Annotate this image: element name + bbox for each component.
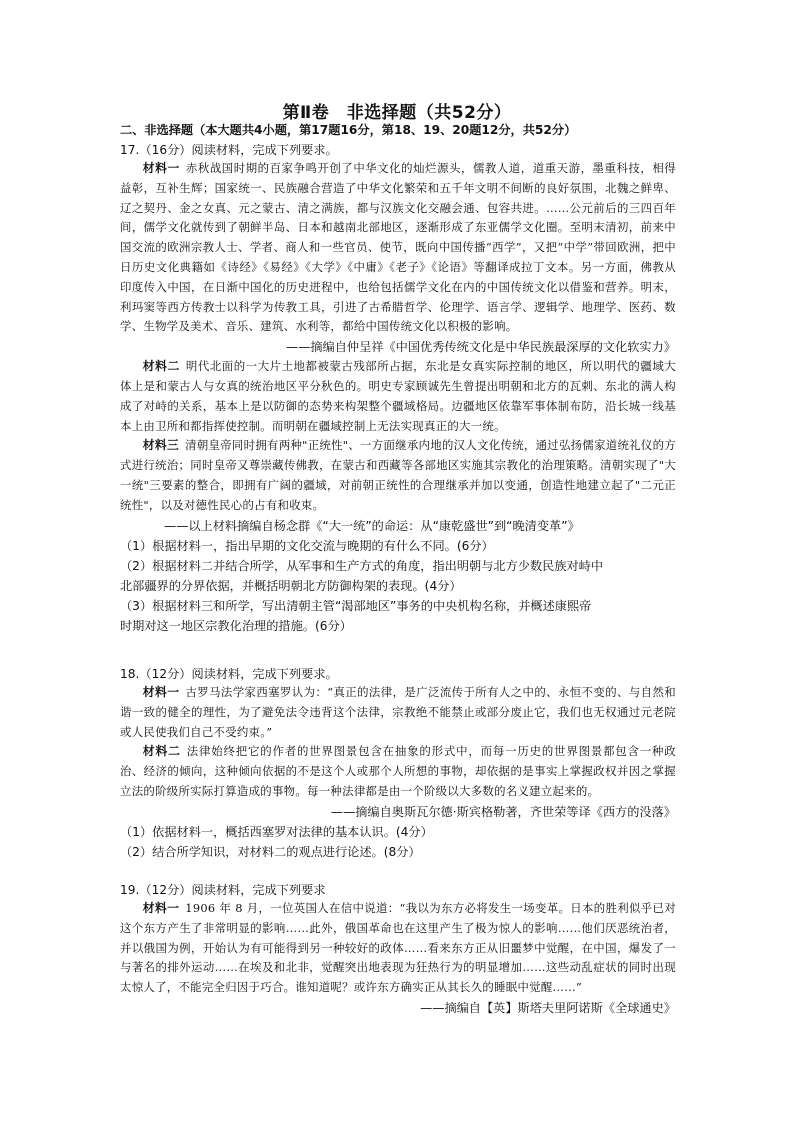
q17-ask-3-cont: 时期对这一地区宗教化治理的措施。(6分） xyxy=(120,618,352,633)
material-text: 法律始终把它的作者的世界图景包含在抽象的形式中，而每一历史的世界图景都包含一种政治、经济的倾向，这种倾向依据的不是这个人或那个人所想的事物，却依据的是事实上掌握政权并因之掌握立法的阶级所实际打算造成的事物。每一种法律都是由一个阶级以大多数的名义建立起来的。 xyxy=(120,744,676,798)
question-18-heading: 18.（12分）阅读材料，完成下列要求。 xyxy=(120,667,338,681)
material-text: 清朝皇帝同时拥有两种"正统性"、一方面继承内地的汉人文化传统，通过弘扬儒家道统礼仪的方式进行统治；同时皇帝又尊崇藏传佛教，在蒙古和西藏等各部地区实施其宗教化的治理策略。清朝实现了"大一统"三要素的整合，即拥有广阔的疆域，对前朝正统性的合理继承并加以变通，创造性地建立起了"二元正统性"，以及对德性民心的占有和收束。 xyxy=(120,438,676,512)
material-label: 材料一 xyxy=(142,901,180,915)
q17-ask-2-cont: 北部疆界的分界依据，并概括明朝北方防御构架的表现。(4分） xyxy=(120,578,462,593)
q17-source-2: ——以上材料摘编自杨念群《“大一统”的命运：从“康乾盛世”到“晚清变革”》 xyxy=(164,518,580,533)
q17-ask-1: （1）根据材料一，指出早期的文化交流与晚期的有什么不同。(6分） xyxy=(120,538,494,553)
question-19-heading: 19.（12分）阅读材料，完成下列要求 xyxy=(120,883,326,897)
question-17-heading: 17.（16分）阅读材料，完成下列要求。 xyxy=(120,143,338,157)
material-label: 材料二 xyxy=(142,359,180,374)
question-18 xyxy=(120,665,676,862)
q17-material-2 xyxy=(120,357,676,436)
material-text: 赤秋战国时期的百家争鸣开创了中华文化的灿烂源头，儒教人道，道重天游，墨重科技，相得益彰，互补生辉；国家统一、民族融合营造了中华文化繁荣和五千年文明不间断的良好氛围，北魏之鲜卑、辽之契丹、金之女真、元之蒙古、清之满族，都与汉族文化交融会通、包容共进。……公元前后的三四百年间，儒学文化就传到了朝鲜半岛、日本和越南北部地区，逐渐形成了东亚儒学文化圈。至明末清初，前来中国交流的欧洲宗教人士、学者、商人和一些官员、使节，既向中国传播“西学”，又把“中学”带回欧洲，把中日历史文化典籍如《诗经》《易经》《大学》《中庸》《老子》《论语》等翻译成拉丁文本。另一方面，佛教从印度传入中国，在日渐中国化的历史进程中，也给包括儒学文化在内的中国传统文化以借鉴和营养。明末，利玛窦等西方传教士以科学为传教工具，引进了古希腊哲学、伦理学、语言学、逻辑学、地理学、医药、数学、生物学及美术、音乐、建筑、水利等，都给中国传统文化以积极的影响。 xyxy=(120,161,676,334)
q17-material-1 xyxy=(120,159,676,337)
q18-material-2 xyxy=(120,742,676,801)
question-17 xyxy=(120,141,676,636)
q17-material-3 xyxy=(120,436,676,515)
material-label: 材料一 xyxy=(142,685,180,699)
material-text: 古罗马法学家西塞罗认为：“真正的法律，是广泛流传于所有人之中的、永恒不变的、与自然和谐一致的健全的理性，为了避免法令违背这个法律，宗教绝不能禁止或部分废止它，我们也无权通过元老院或人民使我们自己不受约束。” xyxy=(120,685,676,739)
material-label: 材料三 xyxy=(142,438,180,453)
section-heading: 二、非选择题（本大题共4小题，第17题16分，第18、19、20题12分，共52分） xyxy=(120,123,577,137)
material-text: 1906 年 8 月，一位英国人在信中说道：“我以为东方必将发生一场变革。日本的胜利似乎已对这个东方产生了非常明显的影响……此外，俄国革命也在这里产生了极为惊人的影响……他们厌恶统治者，并以俄国为例，开始认为有可能得到另一种较好的政体……看来东方正从旧噩梦中觉醒，在中国，爆发了一与著名的排外运动……在埃及和北非，觉醒突出地表现为狂热行为的明显增加……这些动乱症状的同时出现太惊人了，不能完全归因于巧合。谁知道呢？或许东方确实正从其长久的睡眠中觉醒……” xyxy=(120,901,676,995)
q17-source-1: ——摘编自仲呈祥《中国优秀传统文化是中华民族最深厚的文化软实力》 xyxy=(286,340,676,355)
q19-material-1 xyxy=(120,899,676,998)
material-label: 材料一 xyxy=(142,161,180,175)
material-label: 材料二 xyxy=(142,744,181,759)
q18-ask-2: （2）结合所学知识，对材料二的观点进行论述。(8分） xyxy=(120,844,421,859)
q18-material-1 xyxy=(120,683,676,742)
q17-ask-2: （2）根据材料二并结合所学，从军事和生产方式的角度，指出明朝与北方少数民族对峙中 xyxy=(120,558,604,573)
material-text: 明代北面的一大片土地都被蒙古残部所占据，东北是女真实际控制的地区，所以明代的疆域大体上是和蒙古人与女真的统治地区平分秋色的。明史专家顾诚先生曾提出明朝和北方的瓦剌、东北的满人构成了对峙的关系，基本上是以防御的态势来构架整个疆域格局。边疆地区依靠军事体制布防，沿长城一线基本上由卫所和都指挥使控制。而明朝在疆域控制上无法实现真正的大一统。 xyxy=(120,359,676,433)
q19-source: ——摘编自【英】斯塔夫里阿诺斯《全球通史》 xyxy=(420,1000,676,1015)
page-title: 第Ⅱ卷 非选择题（共52分） xyxy=(282,103,512,123)
q18-source: ——摘编自奥斯瓦尔德·斯宾格勒著，齐世荣等译《西方的没落》 xyxy=(330,804,676,819)
q17-ask-3: （3）根据材料三和所学，写出清朝主管“渴部地区”事务的中央机构名称，并概述康熙帝 xyxy=(120,598,592,613)
q18-ask-1: （1）依据材料一，概括西塞罗对法律的基本认识。(4分） xyxy=(120,824,433,839)
question-19 xyxy=(120,881,676,1018)
